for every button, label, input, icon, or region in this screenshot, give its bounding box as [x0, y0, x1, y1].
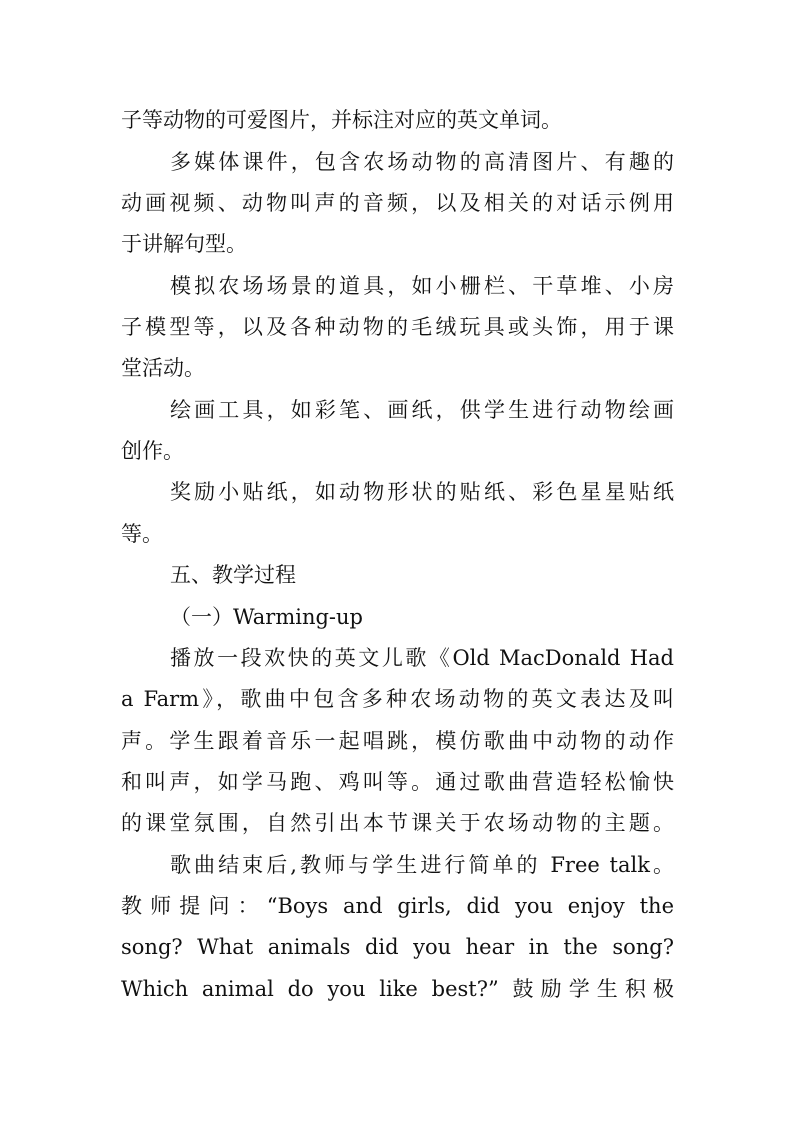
text-line: song? What animals did you hear in the song?: [121, 935, 674, 959]
text-line: 歌曲结束后,教师与学生进行简单的 Free talk。: [170, 853, 674, 877]
text-line: 于讲解句型。: [121, 232, 247, 256]
text-line: 模拟农场场景的道具，如小栅栏、干草堆、小房: [170, 274, 674, 298]
text-line: 播放一段欢快的英文儿歌《Old MacDonald Had: [170, 646, 674, 670]
text-line: 教师提问：“Boys and girls, did you enjoy the: [121, 894, 674, 918]
section-heading: 五、教学过程: [170, 563, 296, 587]
text-line: 奖励小贴纸，如动物形状的贴纸、彩色星星贴纸: [170, 480, 674, 504]
text-line: 子模型等，以及各种动物的毛绒玩具或头饰，用于课: [121, 315, 674, 339]
text-line: 多媒体课件，包含农场动物的高清图片、有趣的: [170, 150, 674, 174]
text-line: Which animal do you like best?” 鼓励学生积极: [121, 977, 674, 1001]
subsection-heading: （一）Warming-up: [170, 605, 363, 629]
text-line: 创作。: [121, 439, 184, 463]
text-line: 声。学生跟着音乐一起唱跳，模仿歌曲中动物的动作: [121, 729, 674, 753]
text-line: 绘画工具，如彩笔、画纸，供学生进行动物绘画: [170, 398, 674, 422]
text-line: 和叫声，如学马跑、鸡叫等。通过歌曲营造轻松愉快: [121, 770, 674, 794]
text-line: 堂活动。: [121, 356, 205, 380]
text-line: a Farm》，歌曲中包含多种农场动物的英文表达及叫: [121, 687, 674, 711]
text-line: 子等动物的可爱图片，并标注对应的英文单词。: [121, 108, 562, 132]
text-line: 等。: [121, 522, 163, 546]
text-line: 的课堂氛围，自然引出本节课关于农场动物的主题。: [121, 811, 674, 835]
text-line: 动画视频、动物叫声的音频，以及相关的对话示例用: [121, 191, 674, 215]
